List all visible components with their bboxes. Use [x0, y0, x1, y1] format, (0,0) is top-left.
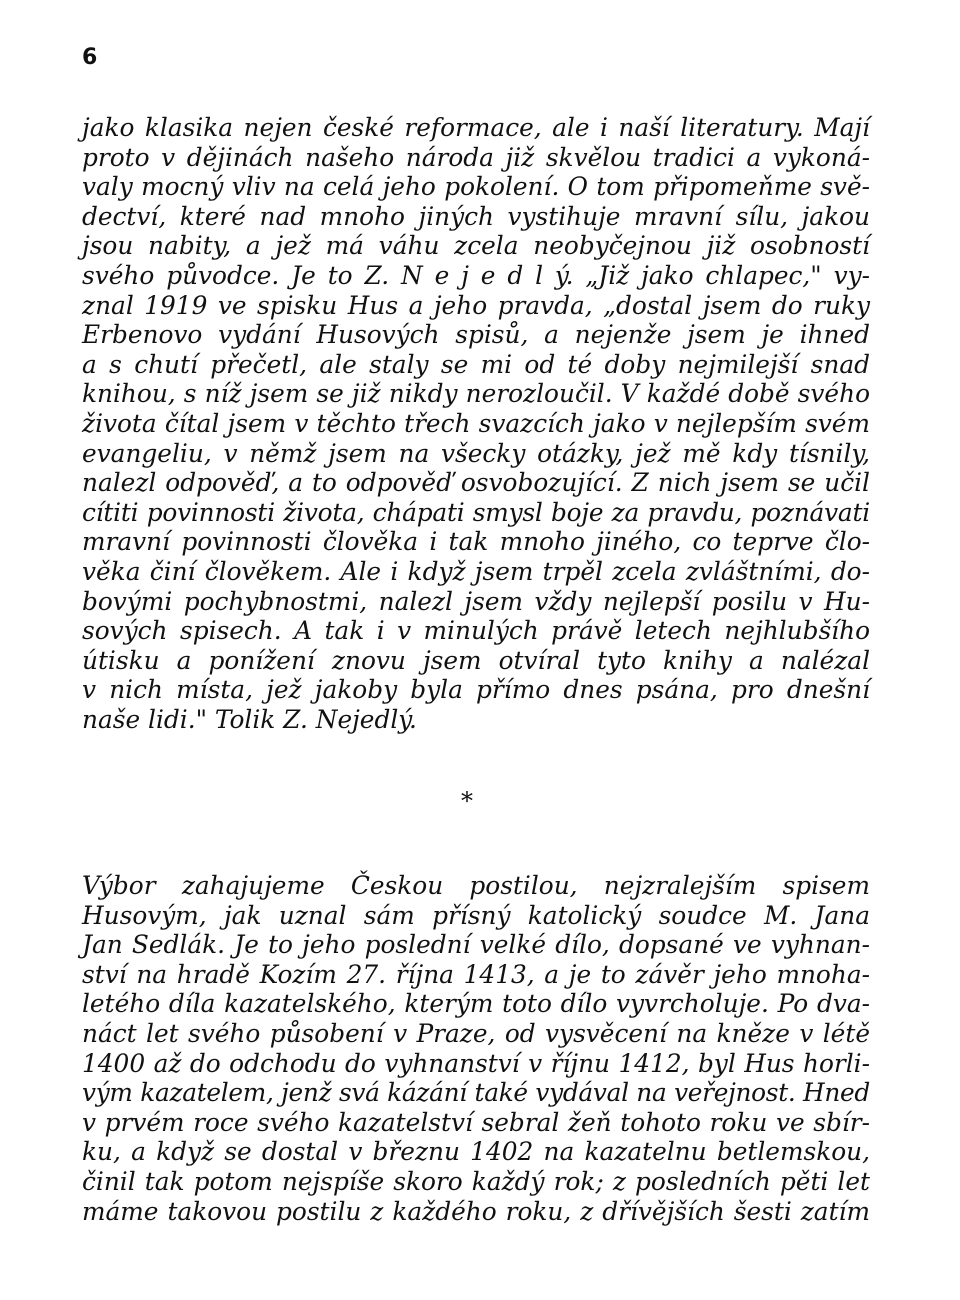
- text-line: proto v dějinách našeho národa již skvělou tradici a vykoná-: [82, 142, 870, 172]
- text-line: nalezl odpověď, a to odpověď osvobozující. Z nich jsem se učil: [82, 468, 870, 498]
- text-line: dectví, které nad mnoho jiných vystihuje mravní sílu, jakou: [82, 201, 870, 231]
- text-line: svého původce. Je to Z. N e j e d l ý. „Již jako chlapec," vy-: [82, 260, 870, 290]
- text-line: Jan Sedlák. Je to jeho poslední velké dílo, dopsané ve vyhnan-: [82, 930, 870, 960]
- text-line: ství na hradě Kozím 27. října 1413, a je to závěr jeho mnoha-: [82, 959, 870, 989]
- text-line: letého díla kazatelského, kterým toto dílo vyvrcholuje. Po dva-: [82, 989, 870, 1019]
- text-line: valy mocný vliv na celá jeho pokolení. O tom připomeňme svě-: [82, 172, 870, 202]
- text-line: ku, a když se dostal v březnu 1402 na kazatelnu betlemskou,: [82, 1137, 870, 1167]
- text-line: života čítal jsem v těchto třech svazcích jako v nejlepším svém: [82, 408, 870, 438]
- text-line: naše lidi." Tolik Z. Nejedlý.: [82, 704, 417, 734]
- text-line: jako klasika nejen české reformace, ale i naší literatury. Mají: [82, 113, 870, 142]
- text-line: cítiti povinnosti života, chápati smysl boje za pravdu, poznávati: [82, 497, 870, 527]
- text-line: Výbor zahajujeme Českou postilou, nejzralejším spisem: [82, 871, 870, 900]
- text-line: Erbenovo vydání Husových spisů, a nejenže jsem je ihned: [82, 320, 870, 350]
- text-line: a s chutí přečetl, ale staly se mi od té doby nejmilejší snad: [82, 349, 870, 379]
- text-line: bovými pochybnostmi, nalezl jsem vždy nejlepší posilu v Hu-: [82, 586, 870, 616]
- text-line: v prvém roce svého kazatelství sebral žeň tohoto roku ve sbír-: [82, 1107, 870, 1137]
- text-line: věka činí člověkem. Ale i když jsem trpěl zcela zvláštními, do-: [82, 556, 870, 586]
- text-line: 1400 až do odchodu do vyhnanství v říjnu 1412, byl Hus horli-: [82, 1048, 870, 1078]
- text-line: máme takovou postilu z každého roku, z dřívějších šesti zatím: [82, 1196, 870, 1226]
- text-line: znal 1919 ve spisku Hus a jeho pravda, „dostal jsem do ruky: [82, 290, 870, 320]
- section-separator-asterisk: *: [461, 787, 473, 815]
- text-line: sových spisech. A tak i v minulých právě letech nejhlubšího: [82, 616, 870, 646]
- text-line: náct let svého působení v Praze, od vysvěcení na kněze v létě: [82, 1018, 870, 1048]
- text-line: knihou, s níž jsem se již nikdy nerozloučil. V každé době svého: [82, 379, 870, 409]
- text-line: v nich místa, jež jakoby byla přímo dnes psána, pro dnešní: [82, 675, 870, 705]
- text-line: vým kazatelem, jenž svá kázání také vydával na veřejnost. Hned: [82, 1078, 870, 1108]
- text-line: jsou nabity, a jež má váhu zcela neobyčejnou již osobností: [82, 231, 870, 261]
- text-line: útisku a ponížení znovu jsem otvíral tyto knihy a nalézal: [82, 645, 870, 675]
- text-line: činil tak potom nejspíše skoro každý rok; z posledních pěti let: [82, 1166, 870, 1196]
- paragraph-postila-intro: [82, 871, 870, 1226]
- text-line: mravní povinnosti člověka i tak mnoho jiného, co teprve člo-: [82, 527, 870, 557]
- text-line: Husovým, jak uznal sám přísný katolický soudce M. Jana: [82, 900, 870, 930]
- paragraph-nejedly-quote: [82, 113, 870, 734]
- text-line: evangeliu, v němž jsem na všecky otázky, jež mě kdy tísnily,: [82, 438, 870, 468]
- page-number: 6: [82, 45, 98, 70]
